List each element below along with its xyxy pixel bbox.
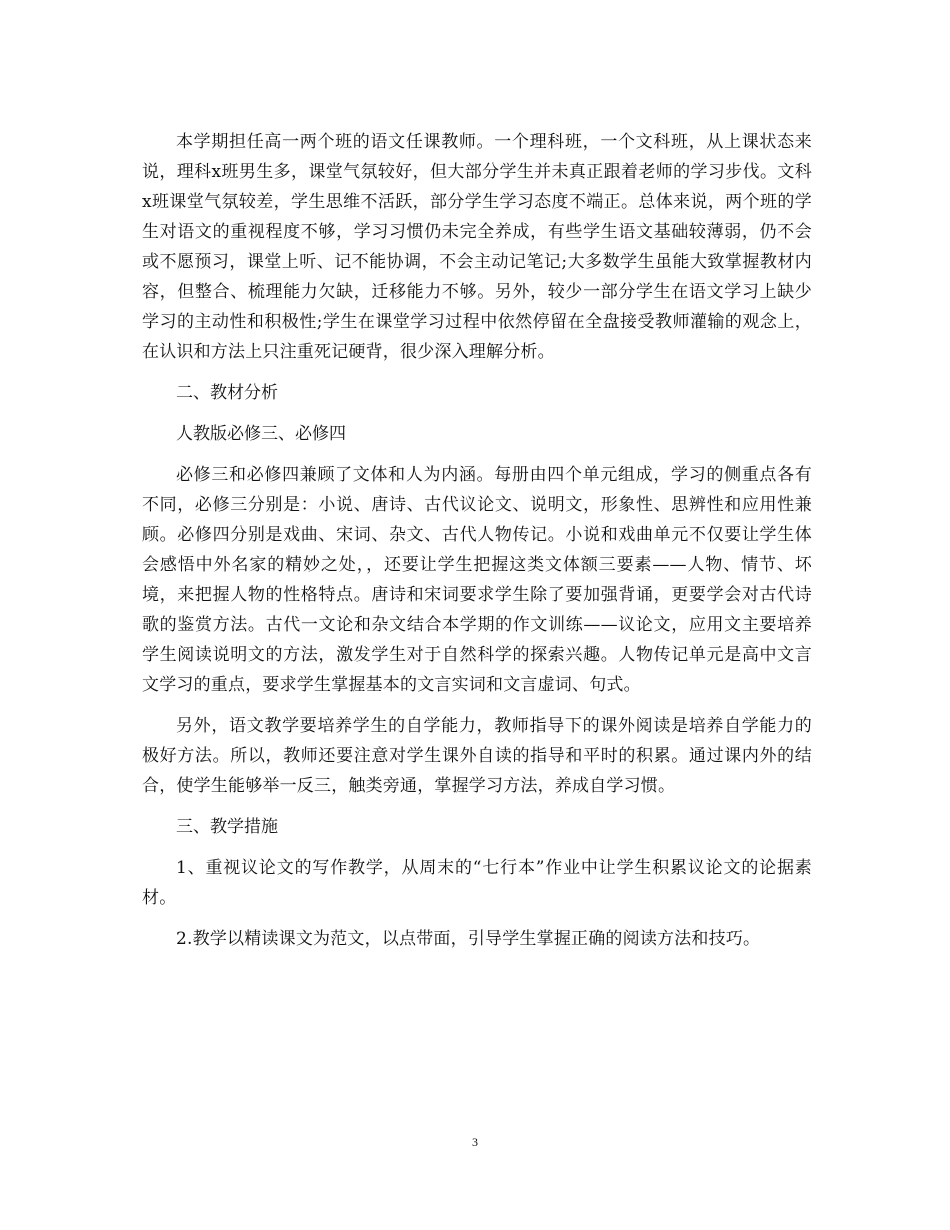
section-heading-teaching-measures: 三、教学措施 — [176, 817, 278, 837]
paragraph-textbook-content: 必修三和必修四兼顾了文体和人为内涵。每册由四个单元组成，学习的侧重点各有不同，必修三分别是：小说、唐诗、古代议论文、说明文，形象性、思辨性和应用性兼顾。必修四分别是戏曲、宋词、杂文、古代人物传记。小说和戏曲单元不仅要让学生体会感悟中外名家的精妙之处，，还要让学生把握这类文体额三要素——人物、情节、坏境，来把握人物的性格特点。唐诗和宋词要求学生除了要加强背诵，更要学会对古代诗歌的鉴赏方法。古代一文论和杂文结合本学期的作文训练——议论文，应用文主要培养学生阅读说明文的方法，激发学生对于自然科学的探索兴趣。人物传记单元是高中文言文学习的重点，要求学生掌握基本的文言实词和文言虚词、句式。 — [142, 465, 812, 695]
page-number: 3 — [472, 1135, 478, 1149]
document-body — [142, 127, 812, 965]
measure-item-1: 1、重视议论文的写作教学，从周末的“七行本”作业中让学生积累议论文的论据素材。 — [142, 858, 812, 908]
section-heading-textbook-analysis: 二、教材分析 — [176, 383, 278, 403]
paragraph-self-study: 另外，语文教学要培养学生的自学能力，教师指导下的课外阅读是培养自学能力的极好方法。所以，教师还要注意对学生课外自读的指导和平时的积累。通过课内外的结合，使学生能够举一反三，触类旁通，掌握学习方法，养成自学习惯。 — [142, 716, 812, 796]
textbook-edition-line: 人教版必修三、必修四 — [176, 424, 346, 444]
paragraph-class-situation: 本学期担任高一两个班的语文任课教师。一个理科班，一个文科班，从上课状态来说，理科x班男生多，课堂气氛较好，但大部分学生并未真正跟着老师的学习步伐。文科x班课堂气氛较差，学生思维不活跃，部分学生学习态度不端正。总体来说，两个班的学生对语文的重视程度不够，学习习惯仍未完全养成，有些学生语文基础较薄弱，仍不会或不愿预习，课堂上听、记不能协调，不会主动记笔记;大多数学生虽能大致掌握教材内容，但整合、梳理能力欠缺，迁移能力不够。另外，较少一部分学生在语文学习上缺少学习的主动性和积极性;学生在课堂学习过程中依然停留在全盘接受教师灌输的观念上，在认识和方法上只注重死记硬背，很少深入理解分析。 — [142, 132, 812, 362]
measure-item-2: 2.教学以精读课文为范文，以点带面，引导学生掌握正确的阅读方法和技巧。 — [176, 929, 761, 949]
